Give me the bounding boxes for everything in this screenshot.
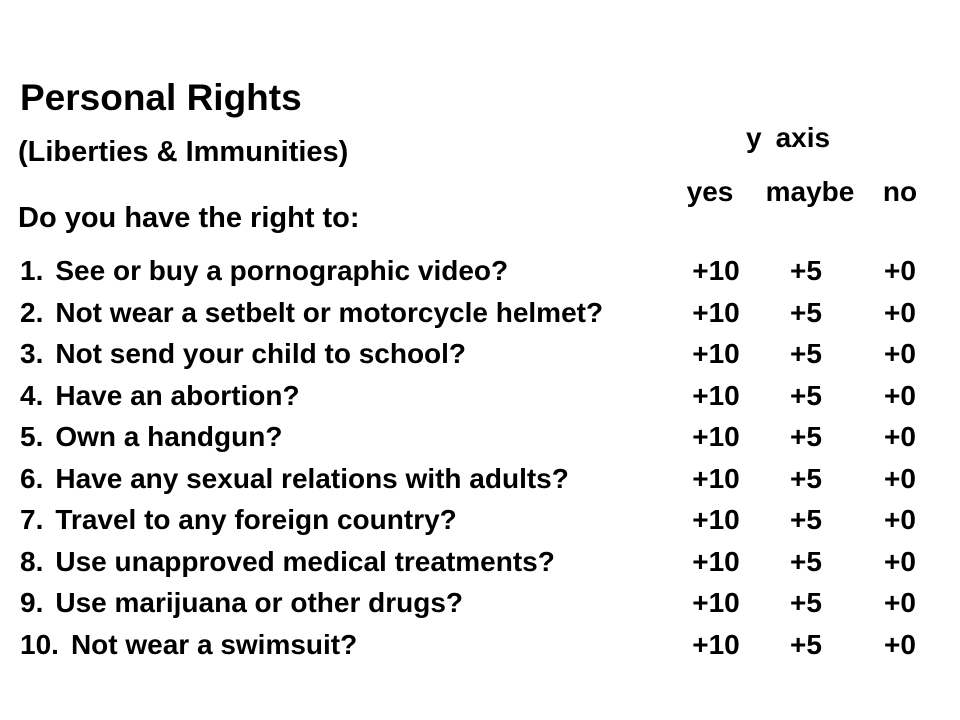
- axis-label: [746, 120, 830, 156]
- item-number: 10.: [20, 628, 59, 660]
- item-number: 6.: [20, 462, 44, 494]
- item-text: Have an abortion?: [55, 379, 300, 411]
- score-no: +0: [884, 545, 916, 577]
- score-yes: +10: [692, 421, 740, 452]
- item-text: See or buy a pornographic video?: [55, 255, 509, 286]
- list-item: [20, 543, 940, 585]
- item-text: Use unapproved medical treatments?: [55, 545, 555, 577]
- score-yes: +10: [692, 255, 740, 286]
- item-label: [20, 543, 555, 581]
- list-item: [20, 335, 940, 377]
- score-yes: +10: [692, 628, 740, 660]
- score-maybe: +5: [790, 338, 822, 369]
- item-label: [20, 335, 466, 373]
- score-yes: +10: [692, 338, 740, 369]
- score-no: +0: [884, 628, 916, 660]
- score-maybe: +5: [790, 379, 822, 411]
- score-no: +0: [884, 379, 916, 411]
- item-number: 2.: [20, 296, 44, 328]
- item-number: 4.: [20, 379, 44, 411]
- list-item: [20, 501, 940, 543]
- item-text: Not wear a setbelt or motorcycle helmet?: [55, 296, 604, 328]
- page-title: Personal Rights: [20, 77, 302, 118]
- item-label: [20, 294, 603, 332]
- list-item: [20, 460, 940, 502]
- score-maybe: +5: [790, 628, 822, 660]
- question-list: [20, 252, 940, 667]
- item-number: 8.: [20, 545, 44, 577]
- score-yes: +10: [692, 504, 740, 535]
- item-label: [20, 584, 463, 622]
- score-no: +0: [884, 338, 916, 369]
- item-number: 1.: [20, 255, 44, 286]
- column-header-maybe: maybe: [765, 176, 855, 207]
- score-no: +0: [884, 504, 916, 535]
- score-no: +0: [884, 587, 916, 618]
- score-yes: +10: [692, 587, 740, 618]
- score-no: +0: [884, 462, 916, 494]
- score-yes: +10: [692, 296, 740, 328]
- item-text: Own a handgun?: [55, 421, 283, 452]
- item-number: 9.: [20, 587, 44, 618]
- score-maybe: +5: [790, 421, 822, 452]
- item-label: [20, 252, 508, 290]
- page-subtitle: (Liberties & Immunities): [18, 136, 349, 168]
- axis-word: axis: [775, 122, 831, 153]
- score-yes: +10: [692, 545, 740, 577]
- score-maybe: +5: [790, 296, 822, 328]
- list-item: [20, 377, 940, 419]
- axis-letter: y: [746, 122, 762, 153]
- score-maybe: +5: [790, 462, 822, 494]
- score-no: +0: [884, 421, 916, 452]
- score-maybe: +5: [790, 504, 822, 535]
- column-header-no: no: [882, 176, 918, 207]
- item-text: Use marijuana or other drugs?: [55, 587, 463, 618]
- score-no: +0: [884, 296, 916, 328]
- item-label: [20, 460, 569, 498]
- score-maybe: +5: [790, 587, 822, 618]
- item-number: 3.: [20, 338, 44, 369]
- question-prompt: Do you have the right to:: [18, 202, 360, 234]
- item-label: [20, 418, 282, 456]
- score-maybe: +5: [790, 545, 822, 577]
- list-item: [20, 252, 940, 294]
- item-text: Travel to any foreign country?: [55, 504, 457, 535]
- item-text: Not send your child to school?: [55, 338, 467, 369]
- score-no: +0: [884, 255, 916, 286]
- list-item: [20, 626, 940, 668]
- item-text: Have any sexual relations with adults?: [55, 462, 569, 494]
- column-header-yes: yes: [686, 176, 734, 207]
- list-item: [20, 294, 940, 336]
- score-yes: +10: [692, 379, 740, 411]
- item-number: 7.: [20, 504, 44, 535]
- list-item: [20, 584, 940, 626]
- item-label: [20, 377, 300, 415]
- item-label: [20, 501, 457, 539]
- item-label: [20, 626, 357, 664]
- score-maybe: +5: [790, 255, 822, 286]
- item-number: 5.: [20, 421, 44, 452]
- list-item: [20, 418, 940, 460]
- item-text: Not wear a swimsuit?: [70, 628, 358, 660]
- score-yes: +10: [692, 462, 740, 494]
